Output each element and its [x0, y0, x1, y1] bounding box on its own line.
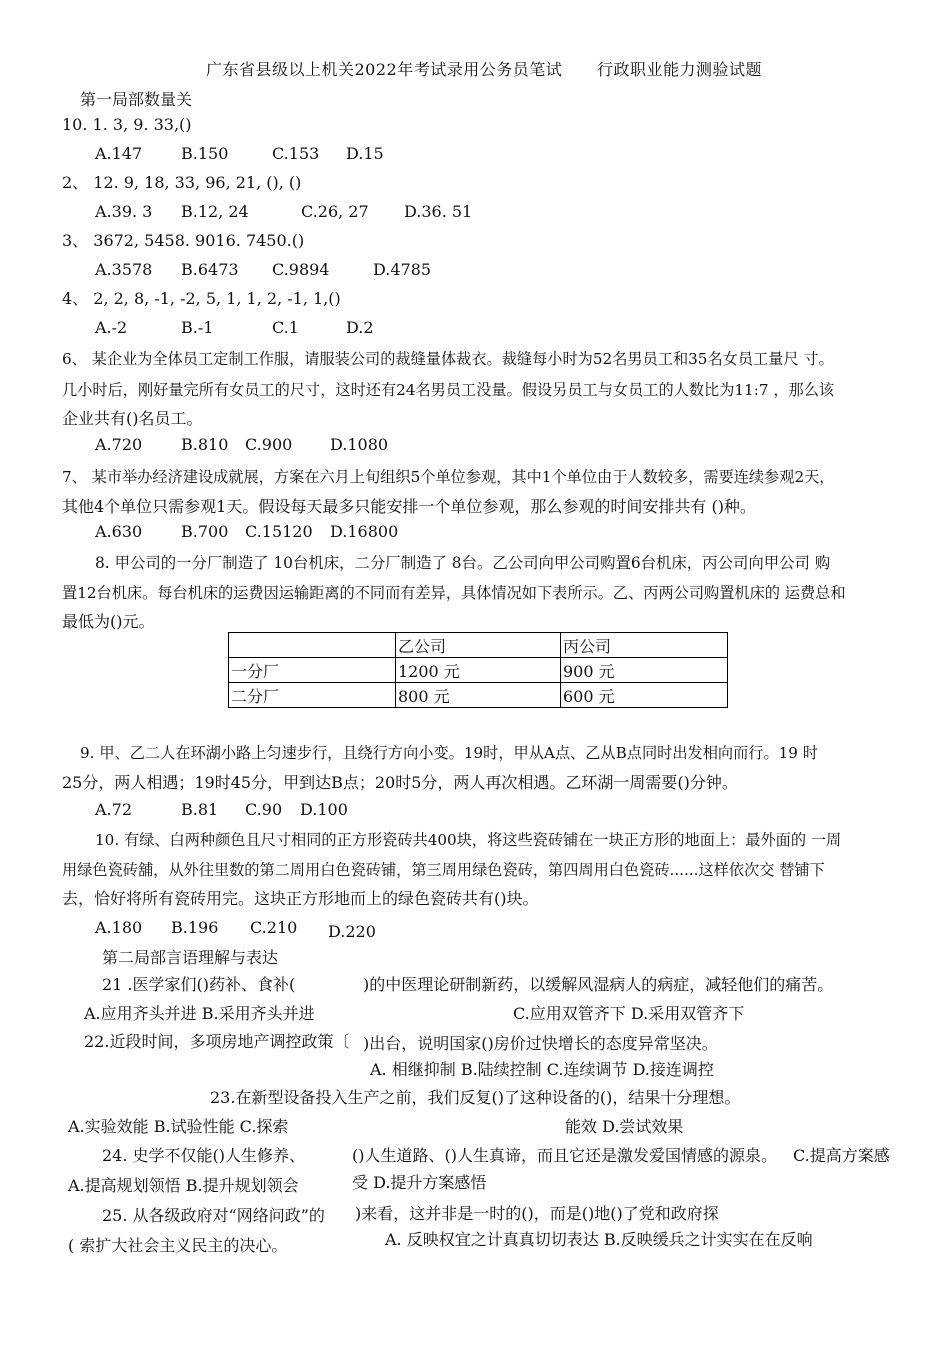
table-cell: [229, 633, 396, 658]
q3-option-a: A.3578: [95, 260, 153, 279]
q10b-option-a: A.180: [95, 918, 143, 937]
question-23: 23.在新型设备投入生产之前，我们反复()了这种设备的()，结果十分理想。: [210, 1088, 741, 1107]
question-10b-line-3: 去，恰好将所有瓷砖用完。这块正方形地而上的绿色瓷砖共有()块。: [62, 889, 539, 908]
question-22-part-a: 22.近段时间，多项房地产调控政策〔: [84, 1032, 350, 1051]
q9-option-b: B.81: [181, 800, 219, 819]
question-21-part-a: 21 .医学家们()药补、食补(: [102, 975, 296, 994]
q3-option-d: D.4785: [373, 260, 432, 279]
q4-option-b: B.-1: [181, 318, 214, 337]
q23-options-abc: A.实验效能 B.试验性能 C.探索: [68, 1117, 289, 1136]
q10-option-b: B.150: [181, 144, 229, 163]
question-6-line-1: 6、 某企业为全体员工定制工作服，请服装公司的裁缝量体裁衣。裁缝每小时为52名男员工和35名女员工量尺 寸。: [62, 350, 834, 368]
section-heading-verbal: 第二局部言语理解与表达: [102, 948, 279, 967]
section-heading-quantity: 第一局部数量关: [80, 90, 193, 109]
q9-option-a: A.72: [95, 800, 132, 819]
question-22-part-b: )出台，说明国家()房价过快增长的态度异常坚决。: [363, 1034, 718, 1053]
table-cell: 一分厂: [229, 658, 396, 683]
question-21-part-b: )的中医理论研制新药，以缓解风湿病人的病症，减轻他们的痛苦。: [363, 975, 834, 994]
q2-option-b: B.12, 24: [181, 202, 249, 221]
q2-option-c: C.26, 27: [301, 202, 369, 221]
q4-option-c: C.1: [272, 318, 299, 337]
q6-option-d: D.1080: [330, 435, 389, 454]
table-row: [229, 683, 728, 708]
q2-option-d: D.36. 51: [404, 202, 473, 221]
q2-option-a: A.39. 3: [95, 202, 153, 221]
q10b-option-c: C.210: [250, 918, 298, 937]
table-cell: 900 元: [561, 658, 728, 683]
question-25-part-b: )来看，这并非是一时的()，而是()地()了党和政府探: [355, 1204, 719, 1223]
question-8-line-1: 8. 甲公司的一分厂制造了 10台机床，二分厂制造了 8台。乙公司向甲公司购置6台机床，丙公司向甲公司 购: [95, 554, 831, 572]
question-24-part-c: C.提高方案感: [793, 1146, 890, 1165]
q10b-option-b: B.196: [171, 918, 219, 937]
q6-option-a: A.720: [95, 435, 143, 454]
question-25-part-c: ( 索扩大社会主义民主的决心。: [68, 1236, 288, 1255]
q22-options: A. 相继抑制 B.陆续控制 C.连续调节 D.接连调控: [370, 1060, 714, 1079]
q3-option-b: B.6473: [181, 260, 239, 279]
table-cell: 丙公司: [561, 633, 728, 658]
q7-option-b: B.700: [181, 522, 229, 541]
question-7-line-2: 其他4个单位只需参观1天。假设每天最多只能安排一个单位参观，那么参观的时间安排共有 ()种。: [62, 497, 756, 516]
freight-cost-table: [228, 632, 728, 708]
q6-option-c: C.900: [245, 435, 293, 454]
table-cell: 600 元: [561, 683, 728, 708]
exam-title-sub: 行政职业能力测验试题: [597, 60, 763, 79]
q7-option-c: C.15120: [245, 522, 313, 541]
question-10: 10. 1. 3, 9. 33,(): [62, 115, 192, 134]
table-cell: 二分厂: [229, 683, 396, 708]
q7-option-a: A.630: [95, 522, 143, 541]
table-header-row: [229, 633, 728, 658]
question-9-line-2: 25分，两人相遇；19时45分，甲到达B点；20时5分，两人再次相遇。乙环湖一周需要()分钟。: [62, 773, 738, 792]
table-cell: 1200 元: [396, 658, 561, 683]
q10-option-d: D.15: [346, 144, 384, 163]
question-10b-line-2: 用绿色瓷砖舖，从外往里数的第二周用白色瓷砖铺，第三周用绿色瓷砖，第四周用白色瓷砖......这样依次交 替铺下: [62, 861, 825, 879]
q10-option-a: A.147: [95, 144, 143, 163]
table-cell: 乙公司: [396, 633, 561, 658]
q4-option-d: D.2: [346, 318, 374, 337]
question-4: 4、 2, 2, 8, -1, -2, 5, 1, 1, 2, -1, 1,(): [62, 289, 341, 308]
q21-options-ab: A.应用齐头并进 B.采用齐头并进: [84, 1004, 315, 1023]
question-6-line-2: 几小时后，刚好量完所有女员工的尺寸，这时还有24名男员工没量。假设另员工与女员工的人数比为11:7 ，那么该: [62, 381, 835, 399]
q3-option-c: C.9894: [272, 260, 330, 279]
q9-option-c: C.90: [245, 800, 283, 819]
question-24-part-a: 24. 史学不仅能()人生修养、: [102, 1146, 306, 1165]
question-25-part-a: 25. 从各级政府对“网络问政”的: [102, 1206, 325, 1225]
question-3: 3、 3672, 5458. 9016. 7450.(): [62, 231, 305, 250]
question-8-line-3: 最低为()元。: [62, 612, 155, 631]
q7-option-d: D.16800: [330, 522, 399, 541]
exam-title-main: 广东省县级以上机关2022年考试录用公务员笔试: [206, 60, 563, 79]
q21-options-cd: C.应用双管齐下 D.采用双管齐下: [513, 1004, 745, 1023]
q6-option-b: B.810: [181, 435, 229, 454]
q24-option-d: 受 D.提升方案感悟: [352, 1173, 487, 1192]
table-row: [229, 658, 728, 683]
question-6-line-3: 企业共有()名员工。: [62, 409, 203, 428]
q4-option-a: A.-2: [95, 318, 128, 337]
question-24-part-b: ()人生道路、()人生真谛，而且它还是激发爱国情感的源泉。: [352, 1146, 777, 1165]
q10-option-c: C.153: [272, 144, 320, 163]
question-9-line-1: 9. 甲、乙二人在环湖小路上匀速步行，且绕行方向小变。19时，甲从A点、乙从B点同时出发相向而行。19 时: [80, 744, 818, 762]
q25-options: A. 反映权宜之计真真切切表达 B.反映缓兵之计实实在在反响: [385, 1230, 813, 1249]
q9-option-d: D.100: [300, 800, 348, 819]
question-7-line-1: 7、 某市举办经济建设成就展，方案在六月上旬组织5个单位参观，其中1个单位由于人数较多，需要连续参观2天，: [62, 468, 835, 486]
question-8-line-2: 置12台机床。每台机床的运费因运输距离的不同而有差异，具体情况如下表所示。乙、丙两公司购置机床的 运费总和: [62, 584, 846, 602]
q10b-option-d: D.220: [328, 922, 376, 941]
table-cell: 800 元: [396, 683, 561, 708]
question-2: 2、 12. 9, 18, 33, 96, 21, (), (): [62, 173, 302, 192]
question-10b-line-1: 10. 有绿、白两种颜色且尺寸相同的正方形瓷砖共400块，将这些瓷砖铺在一块正方形的地面上：最外面的 一周: [95, 831, 842, 849]
q24-options-ab: A.提高规划领悟 B.提升规划领会: [68, 1176, 299, 1195]
q23-option-d: 能效 D.尝试效果: [565, 1117, 684, 1136]
